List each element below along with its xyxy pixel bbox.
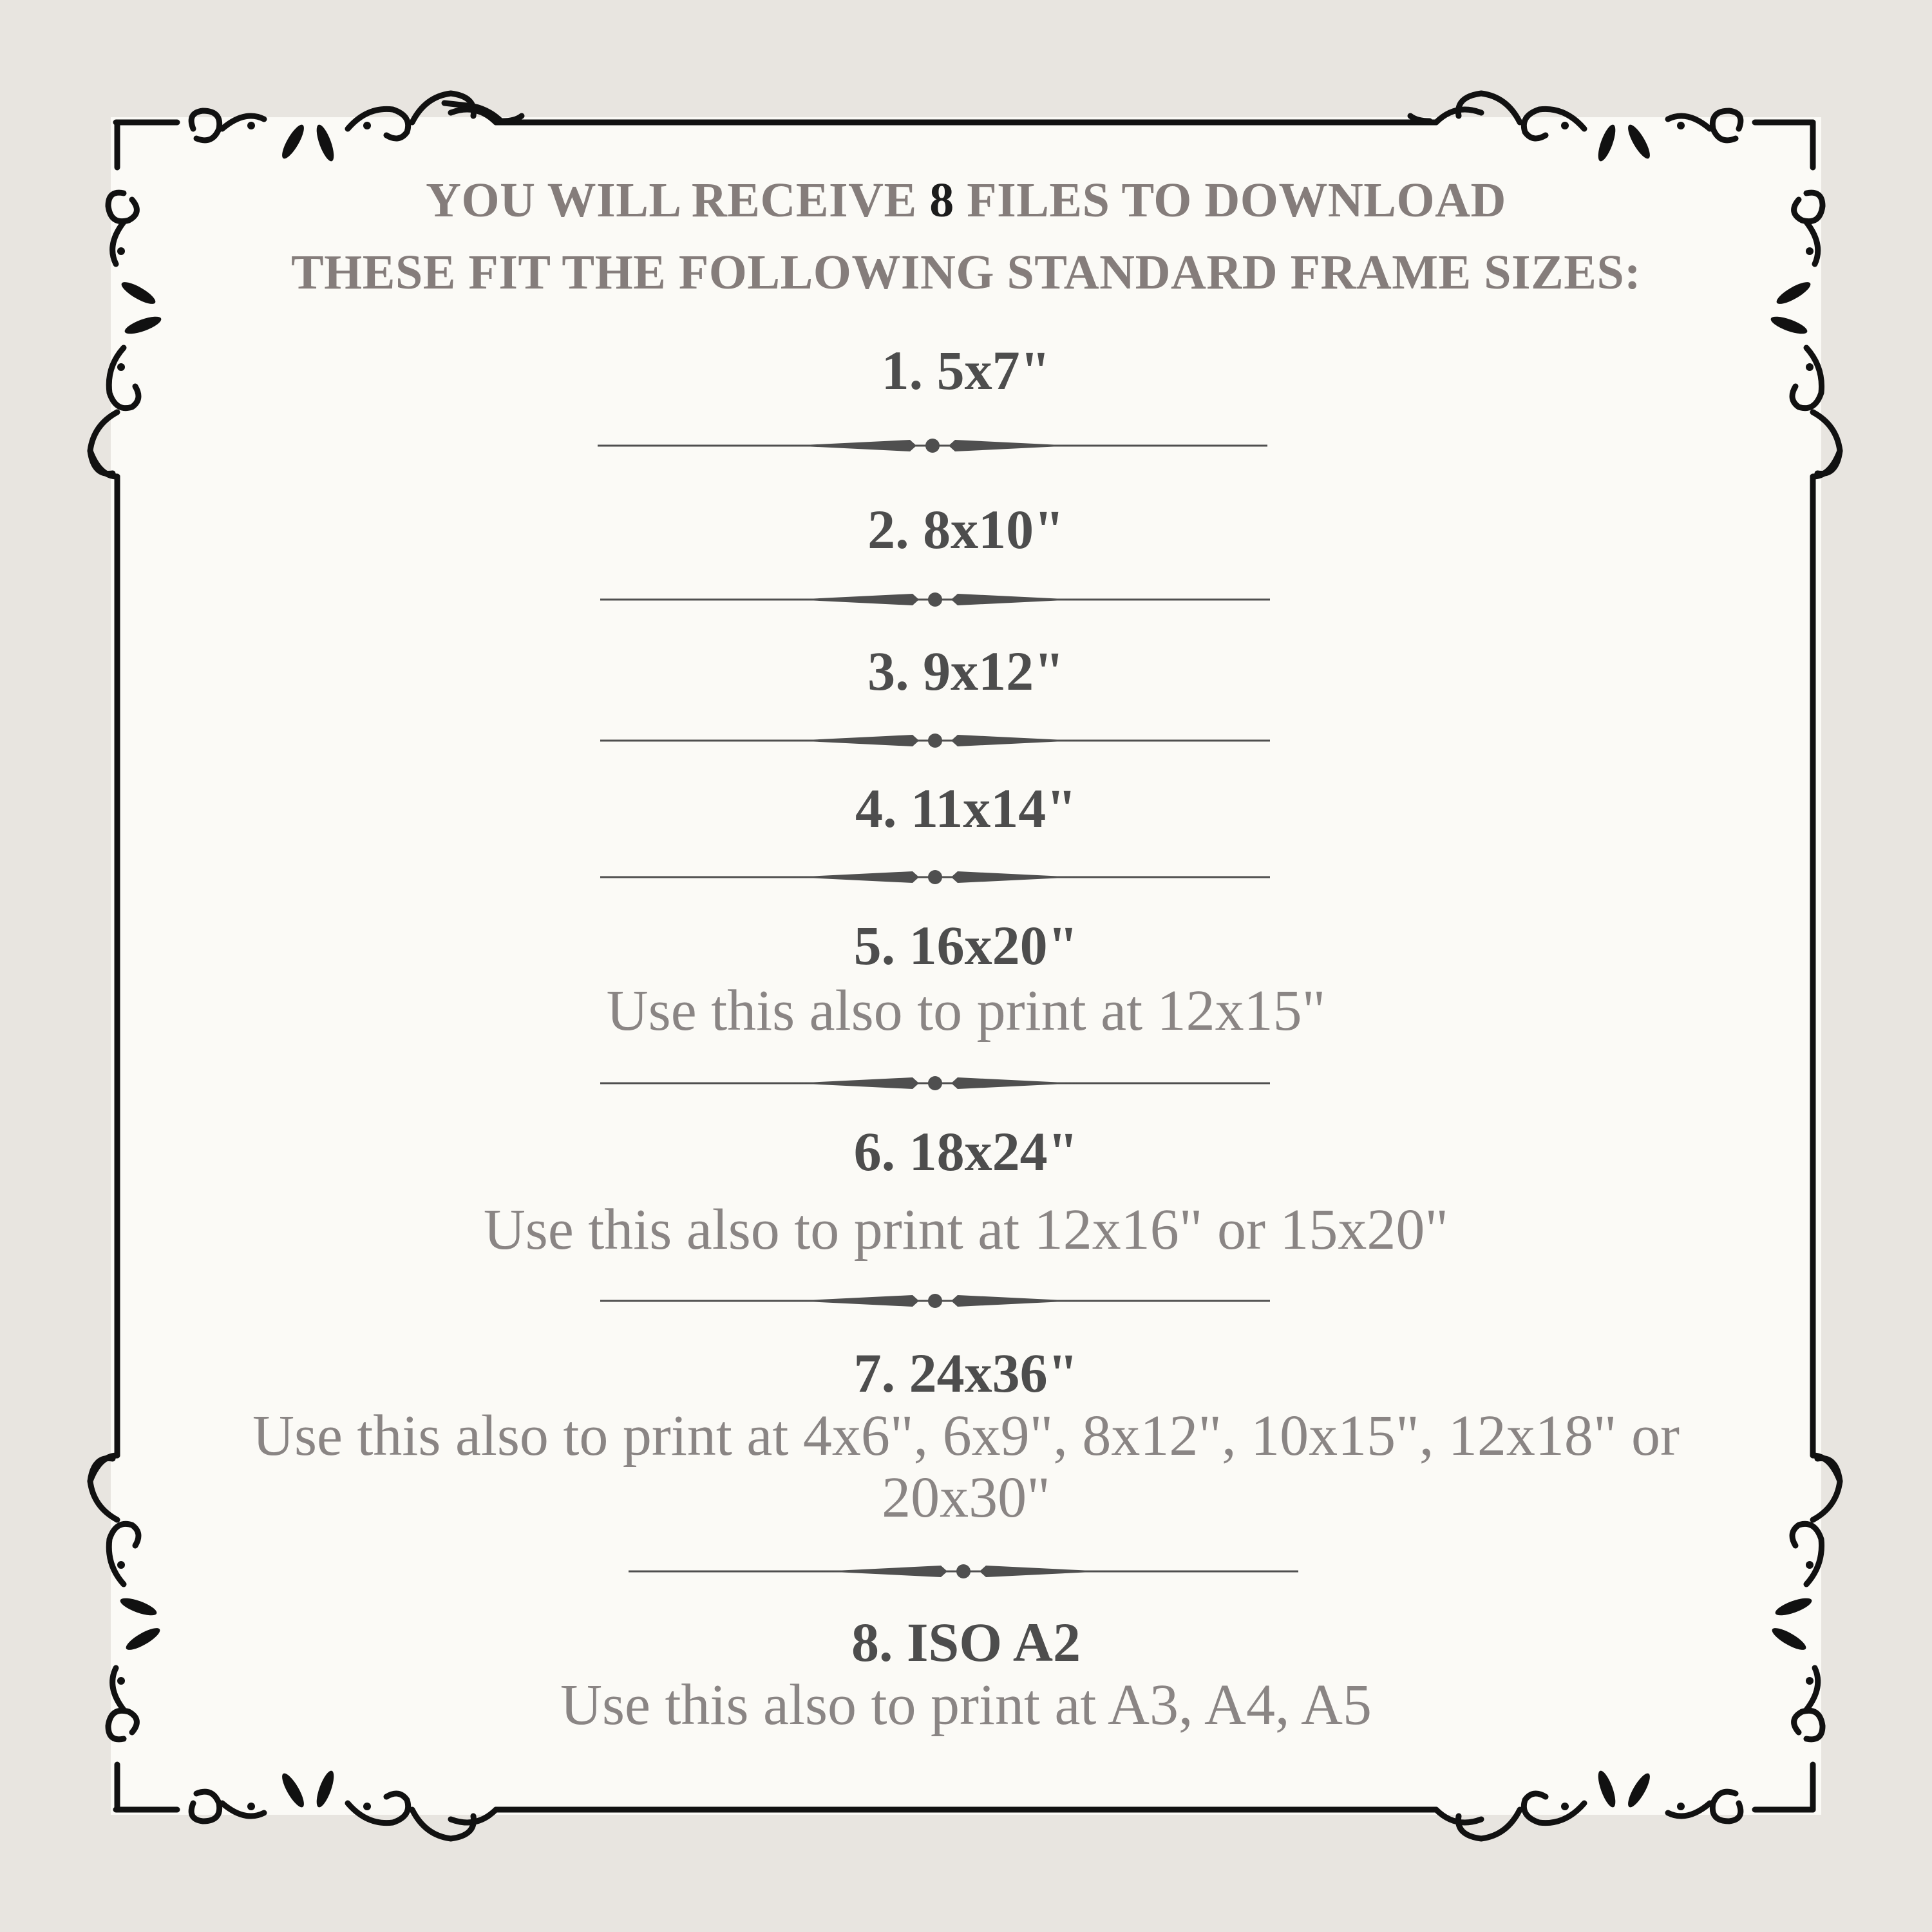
size-title-8: 8. ISO A2	[851, 1611, 1081, 1673]
ornament-divider	[600, 864, 1270, 890]
size-title-5: 5. 16x20"	[853, 914, 1079, 976]
header-line-1	[0, 173, 1932, 229]
size-title-1: 1. 5x7"	[881, 339, 1051, 401]
size-note-5: Use this also to print at 12x15"	[606, 979, 1326, 1043]
size-title-7: 7. 24x36"	[853, 1342, 1079, 1404]
ornament-divider	[629, 1558, 1298, 1584]
size-note-8: Use this also to print at A3, A4, A5	[560, 1673, 1372, 1737]
ornament-divider	[598, 433, 1267, 459]
ornament-divider	[600, 1288, 1270, 1314]
size-title-2: 2. 8x10"	[867, 498, 1065, 560]
size-note-6: Use this also to print at 12x16" or 15x20"	[483, 1198, 1449, 1262]
size-title-6: 6. 18x24"	[853, 1121, 1079, 1182]
header-line-1-after: FILES TO DOWNLOAD	[967, 173, 1506, 227]
header-line-2: THESE FIT THE FOLLOWING STANDARD FRAME SIZES:	[290, 245, 1642, 299]
ornament-divider	[600, 1070, 1270, 1096]
file-count: 8	[929, 173, 954, 227]
ornament-divider	[600, 728, 1270, 753]
size-note-7-line-2: 20x30"	[882, 1466, 1050, 1530]
ornament-divider	[600, 587, 1270, 612]
header-line-1-before: YOU WILL RECEIVE	[426, 173, 917, 227]
size-note-7-line-1: Use this also to print at 4x6", 6x9", 8x12", 10x15", 12x18" or	[252, 1404, 1680, 1468]
size-title-3: 3. 9x12"	[867, 640, 1065, 702]
size-title-4: 4. 11x14"	[855, 777, 1077, 839]
